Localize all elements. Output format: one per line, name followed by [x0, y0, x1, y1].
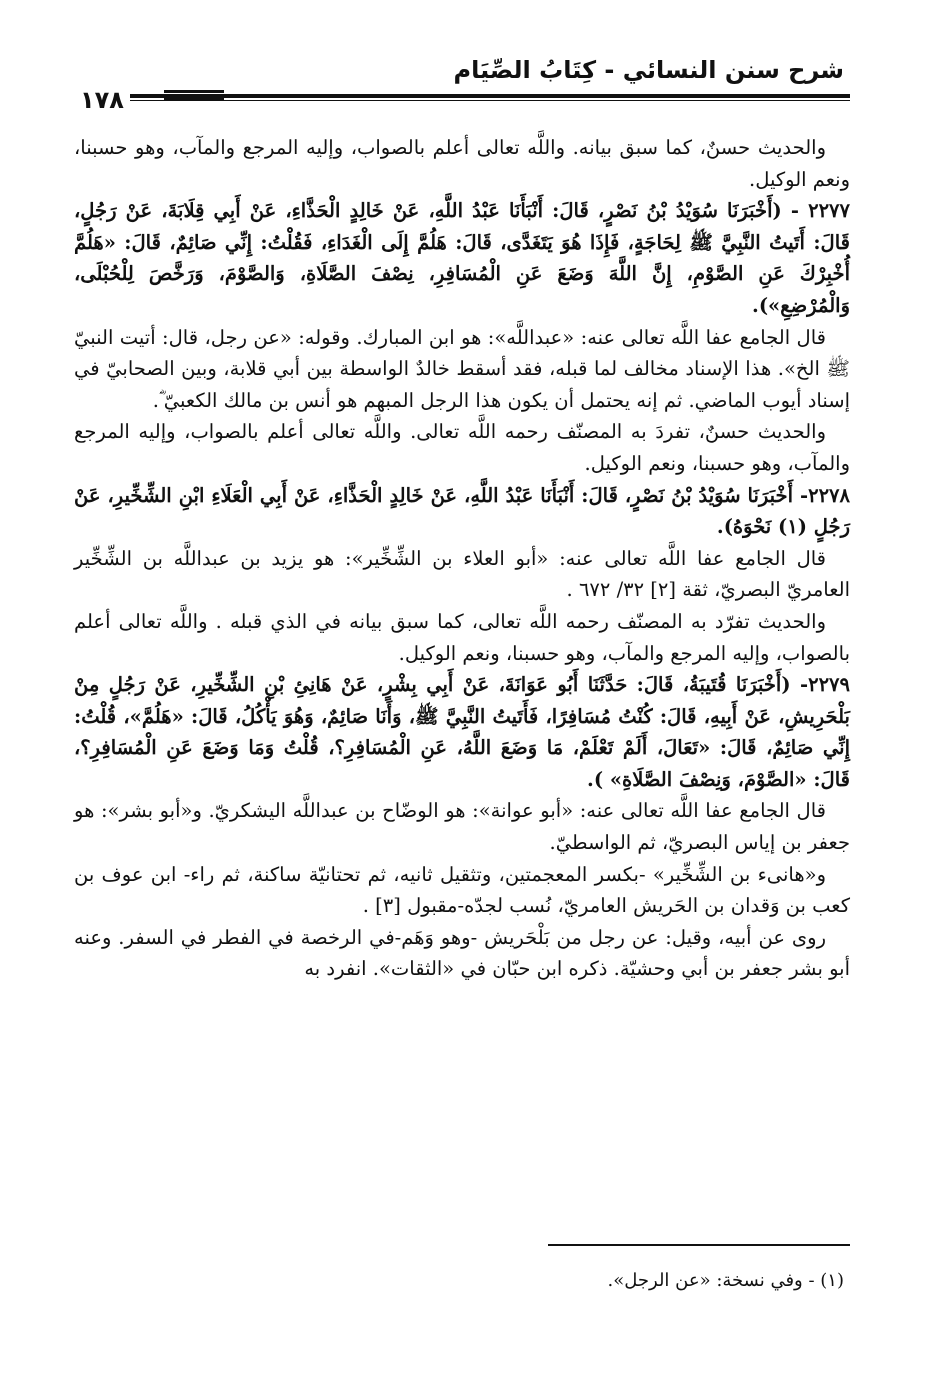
page-number: ١٧٨ [74, 86, 130, 114]
page-header [74, 54, 850, 114]
paragraph-7: والحديث تفرّد به المصنّف رحمه اللَّه تعالى، كما سبق بيانه في الذي قبله . واللَّه تعالى أعلم بالصواب، وإليه المرجع والمآب، وهو حسبنا، ونعم الوكيل. [74, 609, 850, 665]
hadith-2277: ٢٢٧٧ - (أَخْبَرَنَا سُوَيْدُ بْنُ نَصْرٍ، قَالَ: أَنْبَأَنَا عَبْدُ اللَّهِ، عَنْ خَالِدٍ الْحَذَّاءِ، عَنْ أَبِي قِلَابَةَ، عَنْ رَجُلٍ، قَالَ: أَتَيتُ النَّبِيَّ ﷺ لِحَاجَةٍ، فَإِذَا هُوَ يَتَغَدَّى، قَالَ: هَلُمَّ إِلَى الْغَدَاءِ، فَقُلْتُ: إِنِّي صَائِمٌ، قَالَ: «هَلُمَّ أُخْبِرْكَ عَنِ الصَّوْمِ، إِنَّ اللَّهَ وَضَعَ عَنِ الْمُسَافِرِ، نِصْفَ الصَّلَاةِ، وَالصَّوْمَ، وَرَخَّصَ لِلْحُبْلَى، وَالْمُرْضِعِ»). [74, 199, 850, 317]
paragraph-4: والحديث حسنٌ، تفردَ به المصنّف رحمه اللَّه تعالى. واللَّه تعالى أعلم بالصواب، وإليه المرجع والمآب، وهو حسبنا، ونعم الوكيل. [74, 420, 850, 475]
commentary-2278: قال الجامع عفا اللَّه تعالى عنه: «أبو العلاء بن الشِّخِّير»: هو يزيد بن عبداللَّه بن الشِّخِّير العامريّ البصريّ، ثقة [٢] ٣٢/ ٦٧٢ . [74, 546, 850, 602]
footnote-divider [548, 1244, 850, 1246]
paragraph-1: والحديث حسنٌ، كما سبق بيانه. واللَّه تعالى أعلم بالصواب، وإليه المرجع والمآب، وهو حسبنا، ونعم الوكيل. [74, 136, 850, 191]
page-title: شرح سنن النسائي - كِتَابُ الصِّيَام [453, 56, 844, 84]
commentary-2277: قال الجامع عفا اللَّه تعالى عنه: «عبداللَّه»: هو ابن المبارك. وقوله: «عن رجل، قال: أتيت النبيّ ﷺ الخ». هذا الإسناد مخالف لما قبله، فقد أسقط خالدٌ الواسطة بين أبي قلابة، وبين الصحابيّ في إسناد أيوب الماضي. ثم إنه يحتمل أن يكون هذا الرجل المبهم هو أنس بن مالك الكعبيّ ؓ. [74, 325, 850, 412]
commentary-2279: قال الجامع عفا اللَّه تعالى عنه: «أبو عوانة»: هو الوضّاح بن عبداللَّه اليشكريّ. و«أبو بشر»: هو جعفر بن إياس البصريّ، ثم الواسطيّ. [74, 799, 850, 855]
paragraph-10: و«هانىء بن الشِّخِّير» -بكسر المعجمتين، وتثقيل ثانيه، ثم تحتانيّة ساكنة، ثم راء- ابن عوف بن كعب بن وَقدان بن الحَريش العامريّ، نُسب لجدّه-مقبول [٣] . [74, 862, 850, 918]
hadith-2279: ٢٢٧٩- (أَخْبَرَنَا قُتَيبَةُ، قَالَ: حَدَّثَنَا أَبُو عَوَانَةَ، عَنْ أَبِي بِشْرٍ، عَنْ هَانِئِ بْنِ الشِّخِّيرِ، عَنْ رَجُلٍ مِنْ بَلْحَرِيشِ، عَنْ أَبِيهِ، قَالَ: كُنْتُ مُسَافِرًا، فَأَتَيتُ النَّبِيَّ ﷺ، وَأَنَا صَائِمٌ، وَهُوَ يَأْكُلُ، قَالَ: «هَلُمَّ»، قُلْتُ: إِنِّي صَائِمٌ، قَالَ: «تَعَالَ، أَلَمْ تَعْلَمْ، مَا وَضَعَ اللَّهُ، عَنِ الْمُسَافِرِ؟، قُلْتُ وَمَا وَضَعَ عَنِ الْمُسَافِرِ؟، قَالَ: «الصَّوْمَ، وَنِصْفَ الصَّلَاةِ» ). [74, 673, 850, 791]
paragraph-11: روى عن أبيه، وقيل: عن رجل من بَلْحَريش -وهو وَهَم-في الرخصة في الفطر في السفر. وعنه أبو بشر جعفر بن أبي وحشيّة. ذكره ابن حبّان في «الثقات». انفرد به [74, 925, 850, 981]
hadith-2278: ٢٢٧٨- أَخْبَرَنَا سُوَيْدُ بْنُ نَصْرٍ، قَالَ: أَنْبَأَنَا عَبْدُ اللَّهِ، عَنْ خَالِدٍ الْحَذَّاءِ، عَنْ أَبِي الْعَلَاءِ ابْنِ الشِّخِّيرِ، عَنْ رَجُلٍ (١) نَحْوَهُ). [74, 483, 850, 539]
page-body [74, 132, 850, 985]
footnote: (١) - وفي نسخة: «عن الرجل». [607, 1270, 844, 1291]
page-number-ornament [164, 90, 224, 104]
